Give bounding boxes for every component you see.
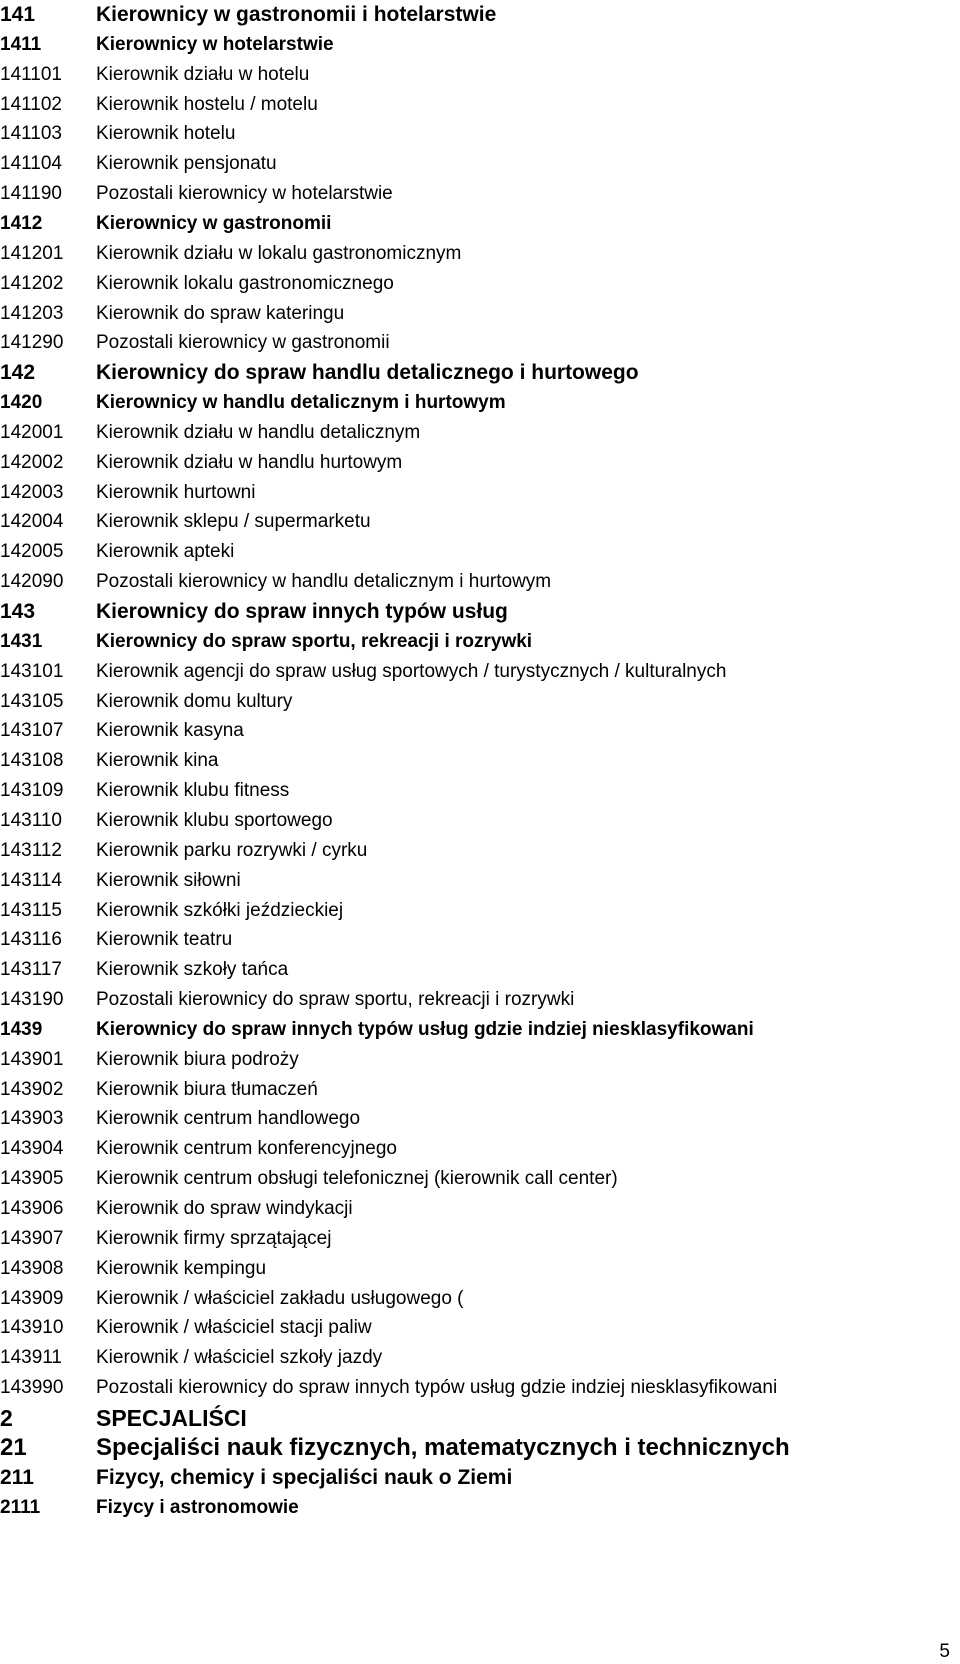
classification-code: 21 [0,1433,27,1461]
classification-label: Kierownicy w gastronomii i hotelarstwie [96,3,497,26]
classification-code: 141201 [0,242,64,264]
classification-code: 141101 [0,63,62,85]
classification-code: 143109 [0,780,64,802]
classification-label: Kierownik sklepu / supermarketu [96,511,371,533]
classification-label: Kierownicy w gastronomii [96,212,332,234]
classification-label: Kierownik szkoły tańca [96,959,289,981]
classification-code: 143114 [0,869,62,891]
classification-label: Kierownik działu w lokalu gastronomicznym [96,242,462,264]
classification-code: 142004 [0,511,64,533]
classification-code: 142090 [0,571,64,593]
classification-label: Kierownik apteki [96,541,235,563]
classification-label: Kierownik domu kultury [96,690,293,712]
classification-label: Kierownik szkółki jeździeckiej [96,899,344,921]
classification-label: SPECJALIŚCI [96,1404,247,1431]
classification-label: Kierownicy do spraw innych typów usług [96,600,508,623]
classification-code: 141290 [0,332,64,354]
classification-code: 143909 [0,1287,64,1309]
classification-code: 1411 [0,33,42,55]
classification-label: Kierownik działu w handlu detalicznym [96,421,421,443]
classification-code: 1439 [0,1018,43,1040]
classification-code: 142001 [0,421,64,443]
classification-code: 143990 [0,1377,64,1399]
classification-label: Kierownik / właściciel stacji paliw [96,1317,372,1339]
classification-code: 142002 [0,451,64,473]
classification-code: 142003 [0,481,64,503]
classification-code: 142005 [0,541,64,563]
classification-code: 143904 [0,1138,64,1160]
classification-code: 1412 [0,212,43,234]
classification-code: 141202 [0,272,64,294]
classification-label: Kierownik kina [96,750,219,772]
classification-label: Kierownik parku rozrywki / cyrku [96,839,368,861]
classification-label: Kierownik biura tłumaczeń [96,1078,318,1100]
classification-label: Kierownik firmy sprzątającej [96,1227,332,1249]
classification-code: 143101 [0,660,64,682]
classification-code: 143903 [0,1108,64,1130]
classification-label: Kierownicy do spraw handlu detalicznego i hurtowego [96,361,639,385]
classification-code: 143905 [0,1168,64,1190]
classification-label: Kierownik pensjonatu [96,153,277,175]
classification-code: 143115 [0,899,62,921]
classification-code: 143108 [0,750,64,772]
classification-code: 143112 [0,839,62,861]
classification-label: Kierownicy w hotelarstwie [96,33,334,55]
classification-label: Kierownik lokalu gastronomicznego [96,272,394,294]
classification-label: Kierownik kasyna [96,720,244,742]
classification-code: 143902 [0,1078,64,1100]
classification-code: 143105 [0,690,64,712]
classification-label: Kierownik biura podroży [96,1048,299,1070]
classification-label: Pozostali kierownicy w handlu detalicznym i hurtowym [96,571,552,593]
classification-label: Kierownik hostelu / motelu [96,93,318,115]
classification-code: 141190 [0,183,62,205]
classification-code: 143906 [0,1198,64,1219]
classification-label: Kierownik hotelu [96,123,236,145]
classification-code: 143 [0,600,36,623]
classification-code: 143907 [0,1227,64,1249]
classification-code: 211 [0,1465,34,1489]
classification-code: 2 [0,1404,13,1431]
classification-label: Kierownik kempingu [96,1257,267,1279]
classification-code: 141104 [0,153,62,175]
classification-code: 141 [0,3,36,26]
classification-label: Specjaliści nauk fizycznych, matematycznych i technicznych [96,1433,790,1461]
classification-label: Kierownik siłowni [96,869,241,891]
classification-label: Kierownik klubu sportowego [96,809,333,831]
classification-label: Kierownik centrum handlowego [96,1108,361,1130]
classification-label: Fizycy i astronomowie [96,1496,299,1518]
classification-label: Pozostali kierownicy w hotelarstwie [96,183,393,205]
classification-code: 141103 [0,123,62,145]
classification-label: Kierownik centrum konferencyjnego [96,1138,397,1160]
classification-label: Kierownik hurtowni [96,481,256,503]
page-number: 5 [939,1641,950,1662]
classification-label: Kierownik centrum obsługi telefonicznej (kierownik call center) [96,1168,618,1190]
classification-label: Kierownik teatru [96,929,233,951]
classification-label: Kierownik / właściciel zakładu usługowego ( [96,1287,464,1309]
classification-label: Kierownik / właściciel szkoły jazdy [96,1347,383,1369]
classification-code: 141203 [0,302,64,324]
classification-code: 143110 [0,809,62,831]
classification-label: Pozostali kierownicy w gastronomii [96,332,390,354]
classification-code: 143910 [0,1317,64,1339]
classification-label: Kierownicy do spraw sportu, rekreacji i rozrywki [96,630,533,652]
classification-code: 143911 [0,1347,62,1369]
classification-label: Pozostali kierownicy do spraw innych typów usług gdzie indziej niesklasyfikowani [96,1377,778,1399]
classification-label: Kierownik agencji do spraw usług sportowych / turystycznych / kulturalnych [96,660,727,682]
classification-label: Kierownik działu w handlu hurtowym [96,451,403,473]
classification-code: 143117 [0,959,62,981]
classification-code: 1420 [0,392,43,414]
classification-code: 141102 [0,93,62,115]
classification-code: 143190 [0,989,64,1011]
classification-code: 143908 [0,1257,64,1279]
classification-label: Kierownik działu w hotelu [96,63,310,85]
classification-label: Kierownicy do spraw innych typów usług gdzie indziej niesklasyfikowani [96,1018,754,1040]
classification-code: 1431 [0,630,43,652]
classification-label: Kierownicy w handlu detalicznym i hurtowym [96,392,506,414]
classification-code: 2111 [0,1496,41,1518]
classification-code: 142 [0,361,36,385]
classification-code: 143901 [0,1048,64,1070]
classification-label: Pozostali kierownicy do spraw sportu, rekreacji i rozrywki [96,989,575,1011]
classification-code: 143107 [0,720,64,742]
classification-label: Kierownik do spraw kateringu [96,302,345,324]
classification-label: Kierownik do spraw windykacji [96,1198,353,1219]
classification-code: 143116 [0,929,62,951]
classification-label: Kierownik klubu fitness [96,780,290,802]
classification-label: Fizycy, chemicy i specjaliści nauk o Ziemi [96,1465,513,1489]
